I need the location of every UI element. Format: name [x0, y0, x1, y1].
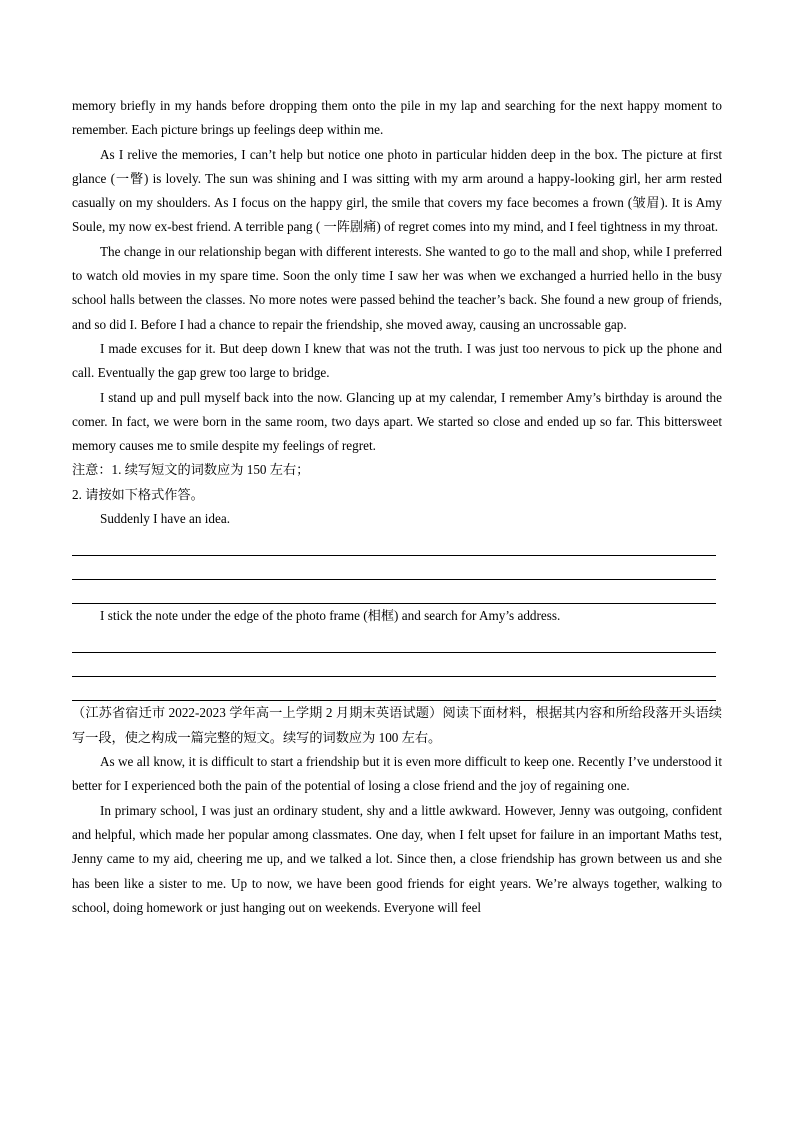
paragraph: I stand up and pull myself back into the now. Glancing up at my calendar, I remember Amy’s birthday is around the comer. In fact, we were born in the same room, two days apart. We started so close and ended up so far. This bittersweet memory causes me to smile despite my feelings of regret.	[72, 389, 722, 454]
answer-line[interactable]	[72, 531, 716, 555]
answer-line[interactable]	[72, 580, 716, 604]
task-intro: （江苏省宿迁市 2022-2023 学年高一上学期 2 月期末英语试题）阅读下面材料，根据其内容和所给段落开头语续写一段，使之构成一篇完整的短文。续写的词数应为 100 左右。	[72, 705, 722, 745]
answer-line[interactable]	[72, 629, 716, 653]
answer-line[interactable]	[72, 677, 716, 701]
document-page	[72, 94, 722, 920]
paragraph: memory briefly in my hands before dropping them onto the pile in my lap and searching for the next happy moment to remember. Each picture brings up feelings deep within me.	[72, 98, 722, 138]
note-line: 注意：1. 续写短文的词数应为 150 左右；	[72, 462, 310, 478]
paragraph: As I relive the memories, I can’t help but notice one photo in particular hidden deep in the box. The picture at first glance (一瞥) is lovely. The sun was shining and I was sitting with my arm around a happy-looking girl, her arm rested casually on my shoulders. As I focus on the happy girl, the smile that covers my face becomes a frown (皱眉). It is Amy Soule, my now ex-best friend. A terrible pang ( 一阵剧痛) of regret comes into my mind, and I feel tightness in my throat.	[72, 146, 722, 235]
continuation-prompt: I stick the note under the edge of the photo frame (相框) and search for Amy’s address.	[100, 608, 561, 624]
note-line: 2. 请按如下格式作答。	[72, 486, 204, 502]
answer-line[interactable]	[72, 653, 716, 677]
continuation-prompt: Suddenly I have an idea.	[100, 511, 231, 527]
paragraph: As we all know, it is difficult to start a friendship but it is even more difficult to keep one. Recently I’ve understood it better for I experienced both the pain of the potential of losing a close friend and the joy of regaining one.	[72, 754, 722, 794]
paragraph: The change in our relationship began with different interests. She wanted to go to the mall and shop, while I preferred to watch old movies in my spare time. Soon the only time I saw her was when we exchanged a hurried hello in the busy school halls between the classes. No more notes were passed behind the teacher’s back. She found a new group of friends, and so did I. Before I had a chance to repair the friendship, she moved away, causing an uncrossable gap.	[72, 243, 722, 332]
answer-line[interactable]	[72, 556, 716, 580]
paragraph: I made excuses for it. But deep down I knew that was not the truth. I was just too nervous to pick up the phone and call. Eventually the gap grew too large to bridge.	[72, 340, 722, 381]
paragraph: In primary school, I was just an ordinary student, shy and a little awkward. However, Jenny was outgoing, confident and helpful, which made her popular among classmates. One day, when I felt upset for failure in an important Maths test, Jenny came to my aid, cheering me up, and we talked a lot. Since then, a close friendship has grown between us and she has been like a sister to me. Up to now, we have been good friends for eight years. We’re always together, walking to school, doing homework or just hanging out on weekends. Everyone will feel	[72, 802, 722, 915]
